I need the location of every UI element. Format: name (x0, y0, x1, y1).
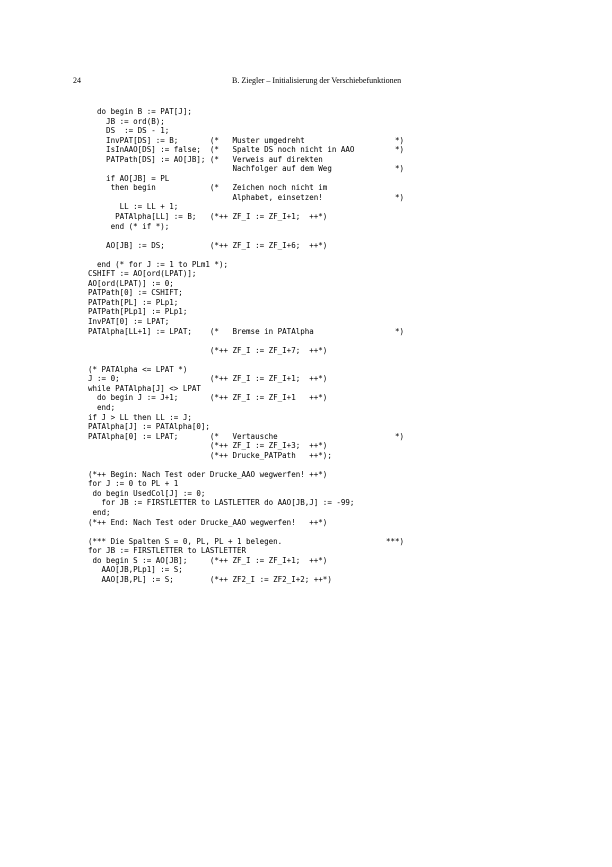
code-line: do begin UsedCol[J] := 0; (88, 488, 206, 498)
code-line: PATPath[PLp1] := PLp1; (88, 307, 188, 317)
code-line: (*++ End: Nach Test oder Drucke_AAO wegwerfen! ++*) (88, 517, 328, 527)
code-line: JB := ord(B); (88, 116, 165, 126)
code-line: for JB := FIRSTLETTER to LASTLETTER do AAO[JB,J] := -99; (88, 498, 355, 508)
code-line: PATPath[0] := CSHIFT; (88, 288, 183, 298)
code-line: AO[JB] := DS; (*++ ZF_I := ZF_I+6; ++*) (88, 240, 328, 250)
code-line: end; (88, 507, 111, 517)
code-line: if AO[JB] = PL (88, 173, 170, 183)
code-line: Nachfolger auf dem Weg *) (88, 164, 405, 174)
code-line: end (* if *); (88, 221, 170, 231)
code-line: PATAlpha[LL+1] := LPAT; (* Bremse in PATAlpha *) (88, 326, 405, 336)
code-line: PATPath[PL] := PLp1; (88, 297, 179, 307)
code-line: then begin (* Zeichen noch nicht im (88, 183, 328, 193)
code-line: InvPAT[DS] := B; (* Muster umgedreht *) (88, 135, 405, 145)
code-line: AAO[JB,PLp1] := S; (88, 565, 183, 575)
code-line: PATAlpha[0] := LPAT; (* Vertausche *) (88, 431, 405, 441)
code-line: AO[ord(LPAT)] := 0; (88, 278, 174, 288)
code-line: do begin J := J+1; (*++ ZF_I := ZF_I+1 ++*) (88, 393, 328, 403)
code-line: while PATAlpha[J] <> LPAT (88, 383, 201, 393)
code-line: if J > LL then LL := J; (88, 412, 192, 422)
code-listing (88, 107, 404, 584)
code-line: J := 0; (*++ ZF_I := ZF_I+1; ++*) (88, 374, 328, 384)
code-line: DS := DS - 1; (88, 126, 170, 136)
code-line: (*++ ZF_I := ZF_I+7; ++*) (88, 345, 328, 355)
code-line: InvPAT[0] := LPAT; (88, 317, 170, 327)
code-line (88, 460, 404, 470)
code-line: for JB := FIRSTLETTER to LASTLETTER (88, 546, 247, 556)
code-line: IsInAAO[DS] := false; (* Spalte DS noch nicht in AAO *) (88, 145, 405, 155)
code-line: LL := LL + 1; (88, 202, 179, 212)
code-line (88, 231, 404, 241)
code-line: PATAlpha[J] := PATAlpha[0]; (88, 422, 210, 432)
code-line: (*++ Begin: Nach Test oder Drucke_AAO wegwerfen! ++*) (88, 469, 328, 479)
code-line: (* PATAlpha <= LPAT *) (88, 364, 188, 374)
code-line: Alphabet, einsetzen! *) (88, 192, 405, 202)
code-line: AAO[JB,PL] := S; (*++ ZF2_I := ZF2_I+2; ++*) (88, 574, 332, 584)
code-line: PATPath[DS] := AO[JB]; (* Verweis auf direkten (88, 154, 323, 164)
code-line: (*** Die Spalten S = 0, PL, PL + 1 belegen. ***) (88, 536, 405, 546)
code-line: PATAlpha[LL] := B; (*++ ZF_I := ZF_I+1; ++*) (88, 212, 328, 222)
code-line (88, 527, 404, 537)
page-number: 24 (73, 76, 81, 85)
code-line: (*++ ZF_I := ZF_I+3; ++*) (88, 441, 328, 451)
code-line (88, 250, 404, 260)
code-line: end; (88, 402, 116, 412)
code-line: (*++ Drucke_PATPath ++*); (88, 450, 332, 460)
code-line: for J := 0 to PL + 1 (88, 479, 179, 489)
running-title: B. Ziegler – Initialisierung der Verschiebefunktionen (232, 76, 402, 85)
code-line (88, 336, 404, 346)
code-line: end (* for J := 1 to PLm1 *); (88, 259, 228, 269)
code-line (88, 355, 404, 365)
code-line: do begin S := AO[JB]; (*++ ZF_I := ZF_I+1; ++*) (88, 555, 328, 565)
code-line: do begin B := PAT[J]; (88, 107, 192, 116)
code-line: CSHIFT := AO[ord(LPAT)]; (88, 269, 197, 279)
